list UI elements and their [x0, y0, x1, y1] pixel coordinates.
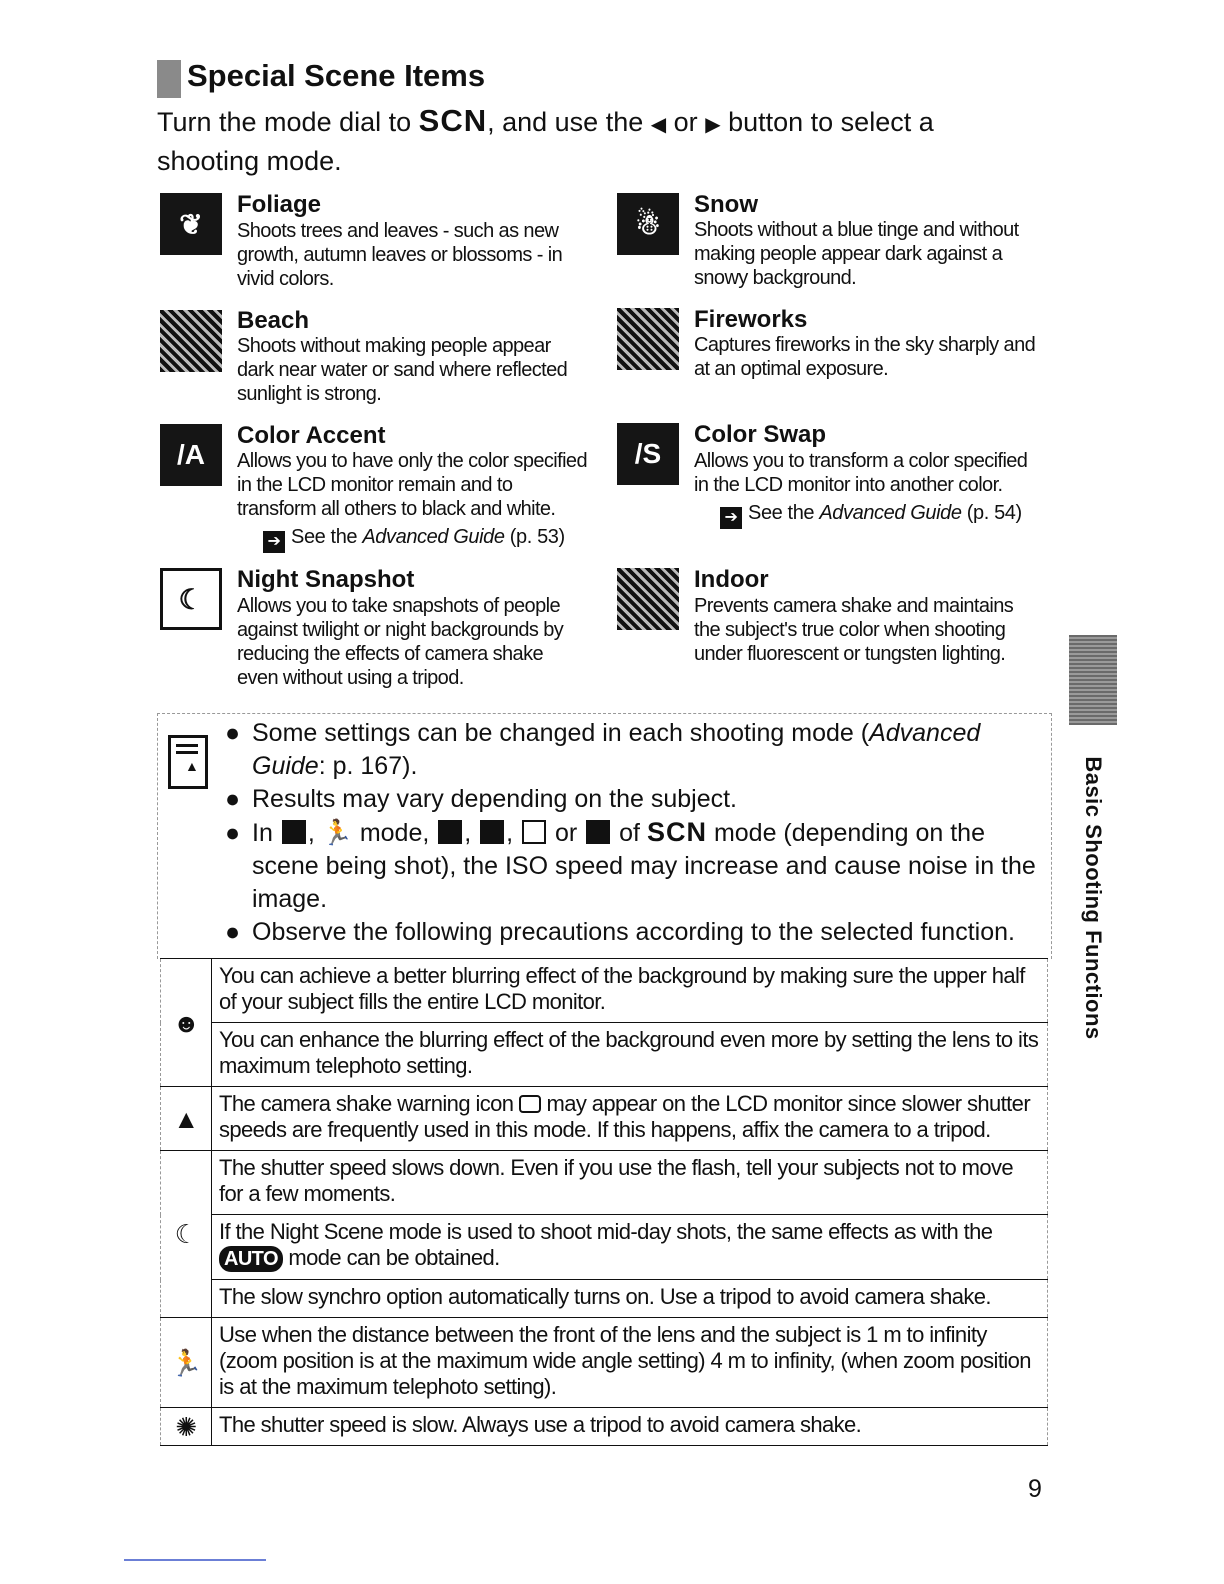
- kids-pets-icon: 🏃: [161, 1318, 212, 1408]
- scene-name: Color Swap: [694, 421, 827, 448]
- indoor-icon: [586, 820, 610, 844]
- scene-desc: Prevents camera shake and maintains the subject's true color when shooting under fluorescent or tungsten lighting.: [694, 595, 1014, 665]
- chapter-label: Basic Shooting Functions: [1081, 756, 1106, 1040]
- color-swap-icon: / S: [617, 423, 679, 485]
- scene-name: Snow: [694, 191, 758, 218]
- precaution-text: The slow synchro option automatically turns on. Use a tripod to avoid camera shake.: [212, 1280, 1048, 1318]
- scene-desc: Shoots without a blue tinge and without making people appear dark against a snowy background.: [694, 219, 1019, 289]
- left-arrow-icon: ◀: [650, 114, 667, 136]
- precaution-text: Use when the distance between the front of the lens and the subject is 1 m to infinity (zoom position is at the maximum wide angle setting) 4 m to infinity, (when zoom position is at the maximum telephoto setting).: [212, 1318, 1048, 1408]
- memo-note-icon: [168, 735, 208, 789]
- table-row: [161, 959, 1048, 1023]
- chapter-tab-marker: [1069, 635, 1117, 725]
- scene-desc: Allows you to have only the color specified in the LCD monitor remain and to transform all others to black and white.: [237, 450, 587, 520]
- right-arrow-icon: ▶: [705, 114, 721, 136]
- reference-arrow-icon: ➔: [720, 507, 742, 529]
- precaution-text: The shutter speed is slow. Always use a tripod to avoid camera shake.: [212, 1408, 1048, 1446]
- scn-mode-label: SCN: [418, 103, 488, 138]
- page-title: Special Scene Items: [187, 58, 486, 93]
- color-accent-icon: / A: [160, 424, 222, 486]
- precautions-table: [160, 958, 1048, 1446]
- notes-list: [225, 717, 1045, 949]
- intro-prefix: Turn the mode dial to: [157, 107, 412, 137]
- color-accent-icon: [438, 820, 462, 844]
- night-scene-icon: [282, 820, 306, 844]
- note-item: ● Some settings can be changed in each shooting mode (Advanced Guide: p. 167).: [225, 719, 981, 780]
- intro-middle: , and use the: [487, 107, 644, 137]
- note-item: ● In , 🏃 mode, , , or of SCN mode (depending on the scene being shot), the ISO speed may increase and cause noise in the image.: [225, 817, 1036, 913]
- indoor-icon: [617, 568, 679, 630]
- precaution-text: You can enhance the blurring effect of the background even more by setting the lens to its maximum telephoto setting.: [212, 1023, 1048, 1087]
- color-swap-icon: [480, 820, 504, 844]
- foliage-icon: ❦: [160, 193, 222, 255]
- reference-arrow-icon: ➔: [263, 531, 285, 553]
- intro-text: [157, 103, 1017, 179]
- scene-desc: Shoots without making people appear dark near water or sand where reflected sunlight is strong.: [237, 335, 568, 405]
- auto-mode-badge: AUTO: [219, 1246, 283, 1272]
- table-row: [161, 1151, 1048, 1215]
- scene-desc: Captures fireworks in the sky sharply and at an optimal exposure.: [694, 334, 1036, 380]
- kids-pets-icon: 🏃: [321, 819, 353, 847]
- precaution-text: The camera shake warning icon may appear on the LCD monitor since slower shutter speeds are frequently used in this mode. If this happens, affix the camera to a tripod.: [212, 1087, 1048, 1151]
- scene-desc: Shoots trees and leaves - such as new growth, autumn leaves or blossoms - in vivid colors.: [237, 220, 563, 290]
- scene-name: Night Snapshot: [237, 566, 415, 593]
- scene-desc: Allows you to take snapshots of people against twilight or night backgrounds by reducing the effects of camera shake even without using a tripod.: [237, 595, 564, 689]
- scene-name: Fireworks: [694, 306, 808, 333]
- table-row: [161, 1023, 1048, 1087]
- table-row: [161, 1318, 1048, 1408]
- snowman-icon: ☃: [617, 193, 679, 255]
- footer-line: [124, 1559, 266, 1561]
- intro-or: or: [673, 107, 698, 137]
- beach-icon: [160, 310, 222, 372]
- title-marker: [157, 60, 181, 98]
- landscape-icon: ▲: [161, 1087, 212, 1151]
- intro-suffix: button to select a shooting mode.: [157, 107, 934, 176]
- scene-desc: Allows you to transform a color specified in the LCD monitor into another color.: [694, 450, 1028, 496]
- scene-name: Foliage: [237, 191, 322, 218]
- table-row: [161, 1215, 1048, 1280]
- table-row: [161, 1280, 1048, 1318]
- portrait-icon: ☻: [161, 959, 212, 1087]
- precaution-text: You can achieve a better blurring effect of the background by making sure the upper half of your subject fills the entire LCD monitor.: [212, 959, 1048, 1023]
- camera-shake-warning-icon: [519, 1095, 541, 1113]
- page-number: 9: [1028, 1475, 1042, 1503]
- note-item: ● Results may vary depending on the subject.: [225, 785, 737, 813]
- night-snapshot-icon: [522, 820, 546, 844]
- advanced-guide-reference: ➔ See the Advanced Guide (p. 54): [720, 502, 1022, 529]
- scene-name: Beach: [237, 307, 310, 334]
- precaution-text: The shutter speed slows down. Even if you use the flash, tell your subjects not to move for a few moments.: [212, 1151, 1048, 1215]
- fireworks-icon: ✺: [161, 1408, 212, 1446]
- note-item: ● Observe the following precautions according to the selected function.: [225, 918, 1015, 946]
- advanced-guide-reference: ➔ See the Advanced Guide (p. 53): [263, 526, 565, 553]
- scene-name: Indoor: [694, 566, 769, 593]
- table-row: [161, 1087, 1048, 1151]
- fireworks-icon: [617, 308, 679, 370]
- night-scene-icon: ☾: [161, 1151, 212, 1318]
- scene-name: Color Accent: [237, 422, 386, 449]
- precaution-text: If the Night Scene mode is used to shoot mid-day shots, the same effects as with the AUTO mode can be obtained.: [212, 1215, 1048, 1280]
- table-row: [161, 1408, 1048, 1446]
- night-snapshot-icon: ☾: [160, 568, 222, 630]
